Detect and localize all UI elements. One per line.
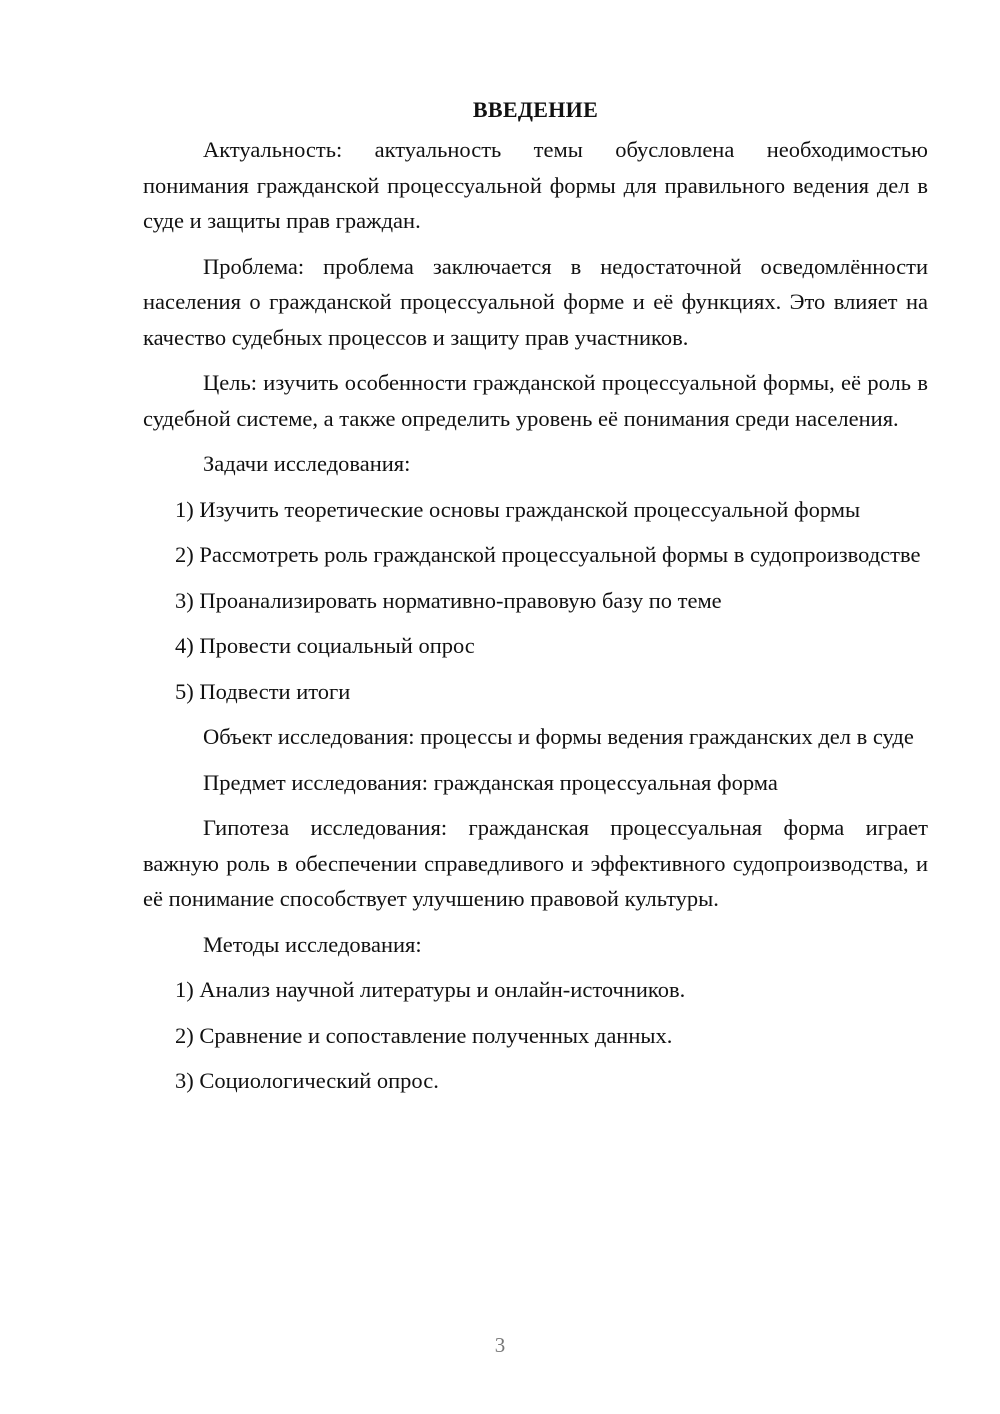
subject-paragraph: Предмет исследования: гражданская процессуальная форма [203,769,778,795]
goal-paragraph: Цель: изучить особенности гражданской процессуальной формы, её роль в судебной системе, а также определить уровень её понимания среди населения. [143,370,928,431]
task-item-5: 5) Подвести итоги [175,678,351,704]
method-item-1: 1) Анализ научной литературы и онлайн-источников. [175,977,686,1002]
tasks-heading: Задачи исследования: [203,451,411,476]
task-item-1: 1) Изучить теоретические основы гражданской процессуальной формы [175,496,861,522]
hypothesis-paragraph: Гипотеза исследования: гражданская процессуальная форма играет важную роль в обеспечении справедливого и эффективного судопроизводства, и её понимание способствует улучшению правовой культуры. [143,815,928,911]
section-title: ВВЕДЕНИЕ [472,97,599,122]
document-page [143,92,928,1109]
task-item-4: 4) Провести социальный опрос [175,633,475,658]
methods-heading: Методы исследования: [203,931,422,957]
task-item-3: 3) Проанализировать нормативно-правовую базу по теме [175,587,722,613]
problem-paragraph: Проблема: проблема заключается в недостаточной осведомлённости населения о гражданской процессуальной форме и её функциях. Это влияет на качество судебных процессов и защиту прав участников. [143,253,928,350]
method-item-2: 2) Сравнение и сопоставление полученных данных. [175,1022,673,1048]
page-number: 3 [494,1333,506,1357]
object-paragraph: Объект исследования: процессы и формы ведения гражданских дел в суде [203,724,914,749]
relevance-paragraph: Актуальность: актуальность темы обусловлена необходимостью понимания гражданской процессуальной формы для правильного ведения дел в суде и защиты прав граждан. [143,137,928,233]
task-item-2: 2) Рассмотреть роль гражданской процессуальной формы в судопроизводстве [175,542,921,567]
method-item-3: 3) Социологический опрос. [175,1068,439,1093]
